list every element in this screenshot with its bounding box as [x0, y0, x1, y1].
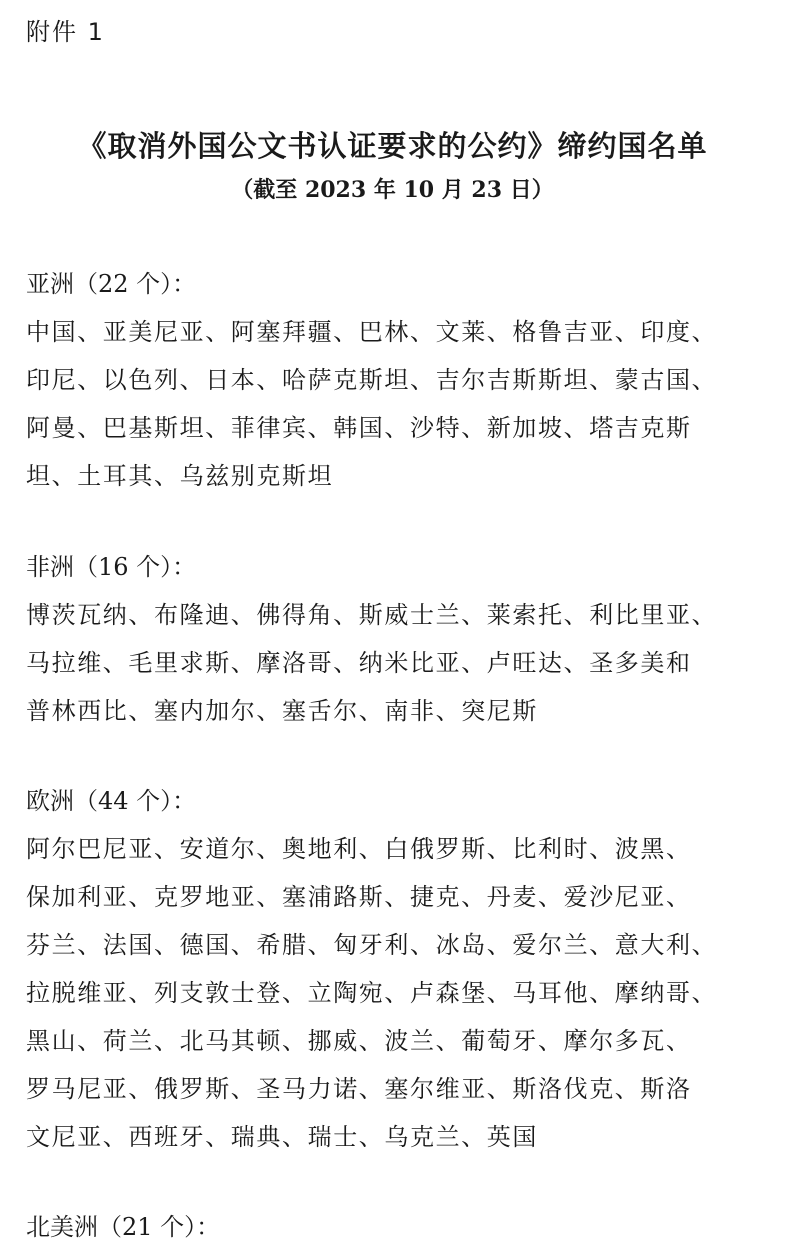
text-line: 阿曼、巴基斯坦、菲律宾、韩国、沙特、新加坡、塔吉克斯 — [26, 414, 692, 442]
text-line: 印尼、以色列、日本、哈萨克斯坦、吉尔吉斯斯坦、蒙古国、 — [26, 366, 718, 394]
section-heading: 北美洲（21 个）： — [26, 1213, 221, 1241]
text-line: 文尼亚、西班牙、瑞典、瑞士、乌克兰、英国 — [26, 1123, 538, 1151]
text-line: 阿尔巴尼亚、安道尔、奥地利、白俄罗斯、比利时、波黑、 — [26, 835, 692, 863]
attachment-label: 附件 1 — [26, 18, 105, 46]
text-line: 博茨瓦纳、布隆迪、佛得角、斯威士兰、莱索托、利比里亚、 — [26, 601, 718, 629]
section-body — [26, 591, 771, 735]
text-line: 马拉维、毛里求斯、摩洛哥、纳米比亚、卢旺达、圣多美和 — [26, 649, 692, 677]
section-asia — [26, 260, 771, 500]
section-heading: 欧洲（44 个）： — [26, 787, 197, 815]
document-title: 《取消外国公文书认证要求的公约》缔约国名单 — [77, 129, 708, 163]
section-africa — [26, 543, 771, 735]
text-line: 坦、土耳其、乌兹别克斯坦 — [26, 462, 334, 490]
text-line: 普林西比、塞内加尔、塞舌尔、南非、突尼斯 — [26, 697, 538, 725]
text-line: 拉脱维亚、列支敦士登、立陶宛、卢森堡、马耳他、摩纳哥、 — [26, 979, 718, 1007]
section-heading: 非洲（16 个）： — [26, 553, 197, 581]
document-subtitle: （截至 2023 年 10 月 23 日） — [231, 177, 554, 203]
section-body — [26, 825, 771, 1161]
text-line: 保加利亚、克罗地亚、塞浦路斯、捷克、丹麦、爱沙尼亚、 — [26, 883, 692, 911]
text-line: 罗马尼亚、俄罗斯、圣马力诺、塞尔维亚、斯洛伐克、斯洛 — [26, 1075, 692, 1103]
section-body — [26, 308, 771, 500]
text-line: 中国、亚美尼亚、阿塞拜疆、巴林、文莱、格鲁吉亚、印度、 — [26, 318, 718, 346]
section-north-america — [26, 1203, 771, 1251]
section-heading: 亚洲（22 个）： — [26, 270, 197, 298]
text-line: 芬兰、法国、德国、希腊、匈牙利、冰岛、爱尔兰、意大利、 — [26, 931, 718, 959]
section-europe — [26, 777, 771, 1161]
text-line: 黑山、荷兰、北马其顿、挪威、波兰、葡萄牙、摩尔多瓦、 — [26, 1027, 692, 1055]
